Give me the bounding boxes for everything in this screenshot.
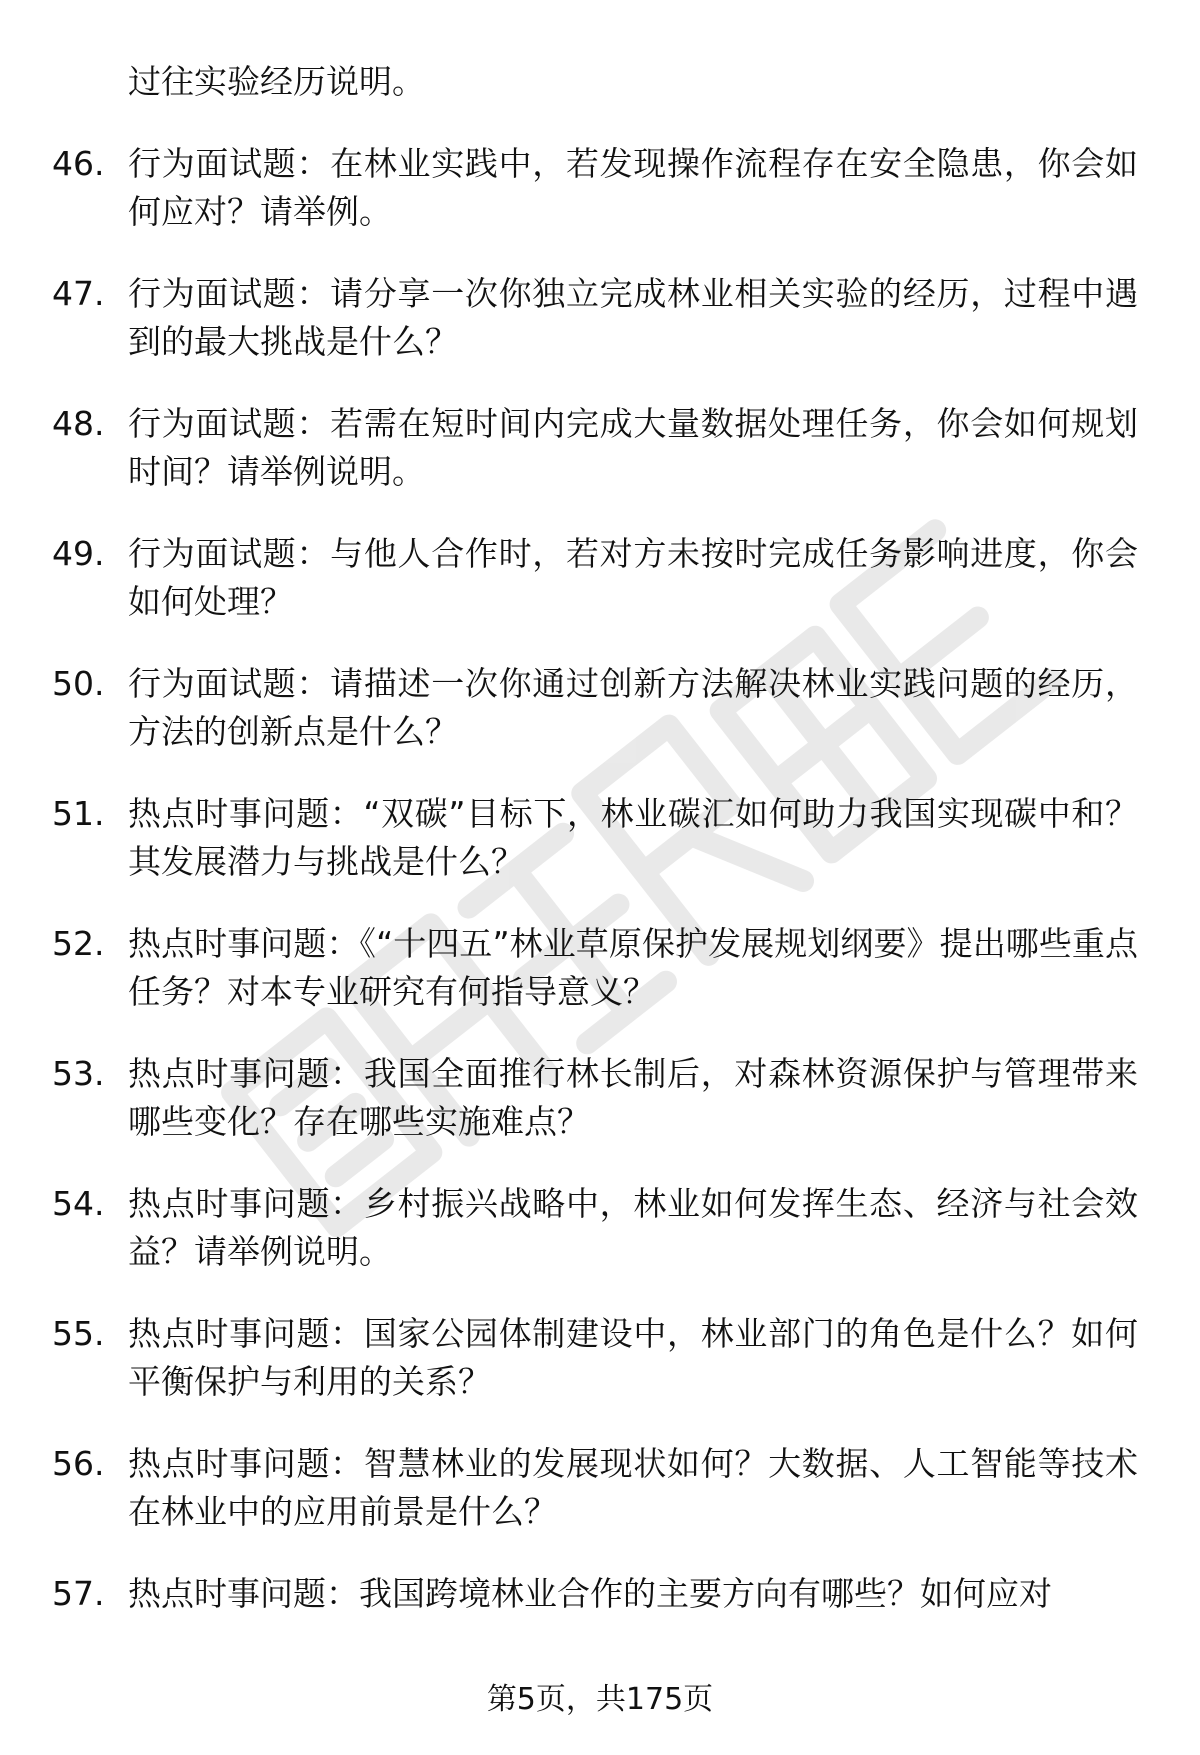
question-text: 热点时事问题：《“十四五”林业草原保护发展规划纲要》提出哪些重点任务？对本专业研究有何指导意义？ xyxy=(128,924,1138,1011)
question-number: 56. xyxy=(52,1444,105,1483)
question-text: 行为面试题：请描述一次你通过创新方法解决林业实践问题的经历，方法的创新点是什么？ xyxy=(128,664,1138,751)
question-number: 53. xyxy=(52,1054,105,1093)
question-number: 54. xyxy=(52,1184,105,1223)
question-text: 热点时事问题：我国跨境林业合作的主要方向有哪些？如何应对 xyxy=(128,1574,1052,1613)
question-number: 48. xyxy=(52,404,105,443)
question-text: 热点时事问题：“双碳”目标下，林业碳汇如何助力我国实现碳中和？其发展潜力与挑战是什么？ xyxy=(128,794,1138,881)
continuation-text: 过往实验经历说明。 xyxy=(128,62,425,101)
page-footer: 第5页，共175页 xyxy=(486,1682,714,1717)
question-item xyxy=(0,660,1200,756)
question-number: 47. xyxy=(52,274,105,313)
document-body xyxy=(0,58,1200,1652)
question-item xyxy=(0,920,1200,1016)
question-number: 57. xyxy=(52,1574,105,1613)
question-item xyxy=(0,1310,1200,1406)
question-number: 51. xyxy=(52,794,105,833)
question-text: 行为面试题：若需在短时间内完成大量数据处理任务，你会如何规划时间？请举例说明。 xyxy=(128,404,1138,491)
question-text: 行为面试题：请分享一次你独立完成林业相关实验的经历，过程中遇到的最大挑战是什么？ xyxy=(128,274,1138,361)
question-number: 46. xyxy=(52,144,105,183)
question-text: 热点时事问题：国家公园体制建设中，林业部门的角色是什么？如何平衡保护与利用的关系？ xyxy=(128,1314,1138,1401)
question-text: 热点时事问题：乡村振兴战略中，林业如何发挥生态、经济与社会效益？请举例说明。 xyxy=(128,1184,1138,1271)
question-item xyxy=(0,790,1200,886)
question-item xyxy=(0,530,1200,626)
question-item xyxy=(0,1440,1200,1536)
question-item xyxy=(0,1180,1200,1276)
question-number: 52. xyxy=(52,924,105,963)
question-number: 49. xyxy=(52,534,105,573)
question-item xyxy=(0,270,1200,366)
question-number: 55. xyxy=(52,1314,105,1353)
question-item xyxy=(0,400,1200,496)
question-text: 行为面试题：在林业实践中，若发现操作流程存在安全隐患，你会如何应对？请举例。 xyxy=(128,144,1138,231)
question-text: 行为面试题：与他人合作时，若对方未按时完成任务影响进度，你会如何处理？ xyxy=(128,534,1138,621)
question-number: 50. xyxy=(52,664,105,703)
question-item xyxy=(0,140,1200,236)
question-text: 热点时事问题：我国全面推行林长制后，对森林资源保护与管理带来哪些变化？存在哪些实施难点？ xyxy=(128,1054,1138,1141)
question-text: 热点时事问题：智慧林业的发展现状如何？大数据、人工智能等技术在林业中的应用前景是什么？ xyxy=(128,1444,1138,1531)
question-item xyxy=(0,1570,1200,1618)
question-item xyxy=(0,1050,1200,1146)
